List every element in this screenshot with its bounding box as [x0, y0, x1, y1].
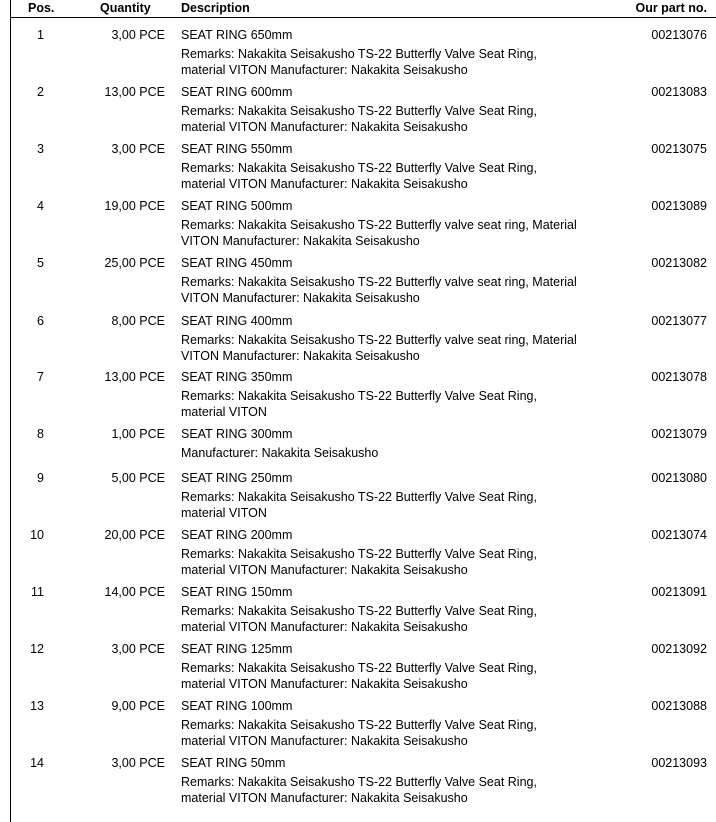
row-pos: 10 — [30, 528, 44, 542]
row-description: SEAT RING 400mm — [181, 314, 293, 328]
row-description: SEAT RING 650mm — [181, 28, 293, 42]
row-part-no: 00213077 — [651, 314, 707, 328]
row-pos: 13 — [30, 699, 44, 713]
row-quantity: 13,00 PCE — [104, 85, 165, 99]
row-quantity: 20,00 PCE — [104, 528, 165, 542]
row-quantity: 14,00 PCE — [104, 585, 165, 599]
row-part-no: 00213088 — [651, 699, 707, 713]
table-row — [0, 471, 716, 521]
row-pos: 7 — [37, 370, 44, 384]
row-quantity: 1,00 PCE — [111, 427, 165, 441]
row-part-no: 00213078 — [651, 370, 707, 384]
row-quantity: 25,00 PCE — [104, 256, 165, 270]
row-description: SEAT RING 500mm — [181, 199, 293, 213]
row-part-no: 00213089 — [651, 199, 707, 213]
row-part-no: 00213080 — [651, 471, 707, 485]
table-row — [0, 756, 716, 806]
table-row — [0, 642, 716, 692]
row-remarks: Remarks: Nakakita Seisakusho TS-22 Butterfly Valve Seat Ring, material VITON — [181, 490, 537, 520]
row-description: SEAT RING 300mm — [181, 427, 293, 441]
row-part-no: 00213075 — [651, 142, 707, 156]
row-part-no: 00213092 — [651, 642, 707, 656]
row-description: SEAT RING 200mm — [181, 528, 293, 542]
row-quantity: 8,00 PCE — [111, 314, 165, 328]
table-row — [0, 256, 716, 306]
row-remarks: Manufacturer: Nakakita Seisakusho — [181, 446, 379, 460]
row-remarks: Remarks: Nakakita Seisakusho TS-22 Butterfly Valve Seat Ring, material VITON Manufacturer: Nakakita Seisakusho — [181, 775, 537, 805]
row-remarks: Remarks: Nakakita Seisakusho TS-22 Butterfly Valve Seat Ring, material VITON — [181, 389, 537, 419]
table-row — [0, 528, 716, 578]
row-pos: 3 — [37, 142, 44, 156]
row-quantity: 9,00 PCE — [111, 699, 165, 713]
row-description: SEAT RING 50mm — [181, 756, 286, 770]
table-row — [0, 370, 716, 420]
row-quantity: 13,00 PCE — [104, 370, 165, 384]
row-remarks: Remarks: Nakakita Seisakusho TS-22 Butterfly Valve Seat Ring, material VITON Manufacturer: Nakakita Seisakusho — [181, 104, 537, 134]
table-row — [0, 85, 716, 135]
row-quantity: 3,00 PCE — [111, 28, 165, 42]
row-part-no: 00213091 — [651, 585, 707, 599]
row-remarks: Remarks: Nakakita Seisakusho TS-22 Butterfly Valve Seat Ring, material VITON Manufacturer: Nakakita Seisakusho — [181, 161, 537, 191]
row-pos: 6 — [37, 314, 44, 328]
row-description: SEAT RING 100mm — [181, 699, 293, 713]
row-remarks: Remarks: Nakakita Seisakusho TS-22 Butterfly Valve Seat Ring, material VITON Manufacturer: Nakakita Seisakusho — [181, 547, 537, 577]
row-remarks: Remarks: Nakakita Seisakusho TS-22 Butterfly valve seat ring, Material VITON Manufacturer: Nakakita Seisakusho — [181, 333, 577, 363]
header-part-no: Our part no. — [635, 1, 707, 15]
row-pos: 11 — [31, 585, 44, 599]
row-part-no: 00213082 — [651, 256, 707, 270]
header-pos: Pos. — [28, 1, 55, 15]
row-description: SEAT RING 350mm — [181, 370, 293, 384]
row-quantity: 5,00 PCE — [111, 471, 165, 485]
table-row — [0, 585, 716, 635]
row-remarks: Remarks: Nakakita Seisakusho TS-22 Butterfly Valve Seat Ring, material VITON Manufacturer: Nakakita Seisakusho — [181, 661, 537, 691]
row-pos: 8 — [37, 427, 44, 441]
row-quantity: 19,00 PCE — [104, 199, 165, 213]
row-description: SEAT RING 600mm — [181, 85, 293, 99]
table-row — [0, 199, 716, 249]
row-description: SEAT RING 250mm — [181, 471, 293, 485]
header-quantity: Quantity — [100, 1, 151, 15]
header-description: Description — [181, 1, 250, 15]
row-part-no: 00213093 — [651, 756, 707, 770]
table-header — [0, 0, 716, 18]
table-row — [0, 314, 716, 364]
row-remarks: Remarks: Nakakita Seisakusho TS-22 Butterfly valve seat ring, Material VITON Manufacturer: Nakakita Seisakusho — [181, 275, 577, 305]
row-pos: 4 — [37, 199, 44, 213]
row-pos: 1 — [37, 28, 44, 42]
row-description: SEAT RING 450mm — [181, 256, 293, 270]
row-remarks: Remarks: Nakakita Seisakusho TS-22 Butterfly valve seat ring, Material VITON Manufacturer: Nakakita Seisakusho — [181, 218, 577, 248]
row-remarks: Remarks: Nakakita Seisakusho TS-22 Butterfly Valve Seat Ring, material VITON Manufacturer: Nakakita Seisakusho — [181, 47, 537, 77]
row-quantity: 3,00 PCE — [111, 642, 165, 656]
table-row — [0, 28, 716, 78]
row-remarks: Remarks: Nakakita Seisakusho TS-22 Butterfly Valve Seat Ring, material VITON Manufacturer: Nakakita Seisakusho — [181, 718, 537, 748]
row-part-no: 00213074 — [651, 528, 707, 542]
row-description: SEAT RING 125mm — [181, 642, 293, 656]
row-description: SEAT RING 550mm — [181, 142, 293, 156]
table-row — [0, 427, 716, 477]
row-description: SEAT RING 150mm — [181, 585, 293, 599]
row-pos: 5 — [37, 256, 44, 270]
row-remarks: Remarks: Nakakita Seisakusho TS-22 Butterfly Valve Seat Ring, material VITON Manufacturer: Nakakita Seisakusho — [181, 604, 537, 634]
table-row — [0, 142, 716, 192]
row-pos: 2 — [37, 85, 44, 99]
row-pos: 9 — [37, 471, 44, 485]
row-part-no: 00213083 — [651, 85, 707, 99]
row-part-no: 00213076 — [651, 28, 707, 42]
row-quantity: 3,00 PCE — [111, 142, 165, 156]
row-pos: 14 — [30, 756, 44, 770]
header-divider — [10, 17, 716, 18]
table-row — [0, 699, 716, 749]
row-quantity: 3,00 PCE — [111, 756, 165, 770]
row-pos: 12 — [30, 642, 44, 656]
row-part-no: 00213079 — [651, 427, 707, 441]
